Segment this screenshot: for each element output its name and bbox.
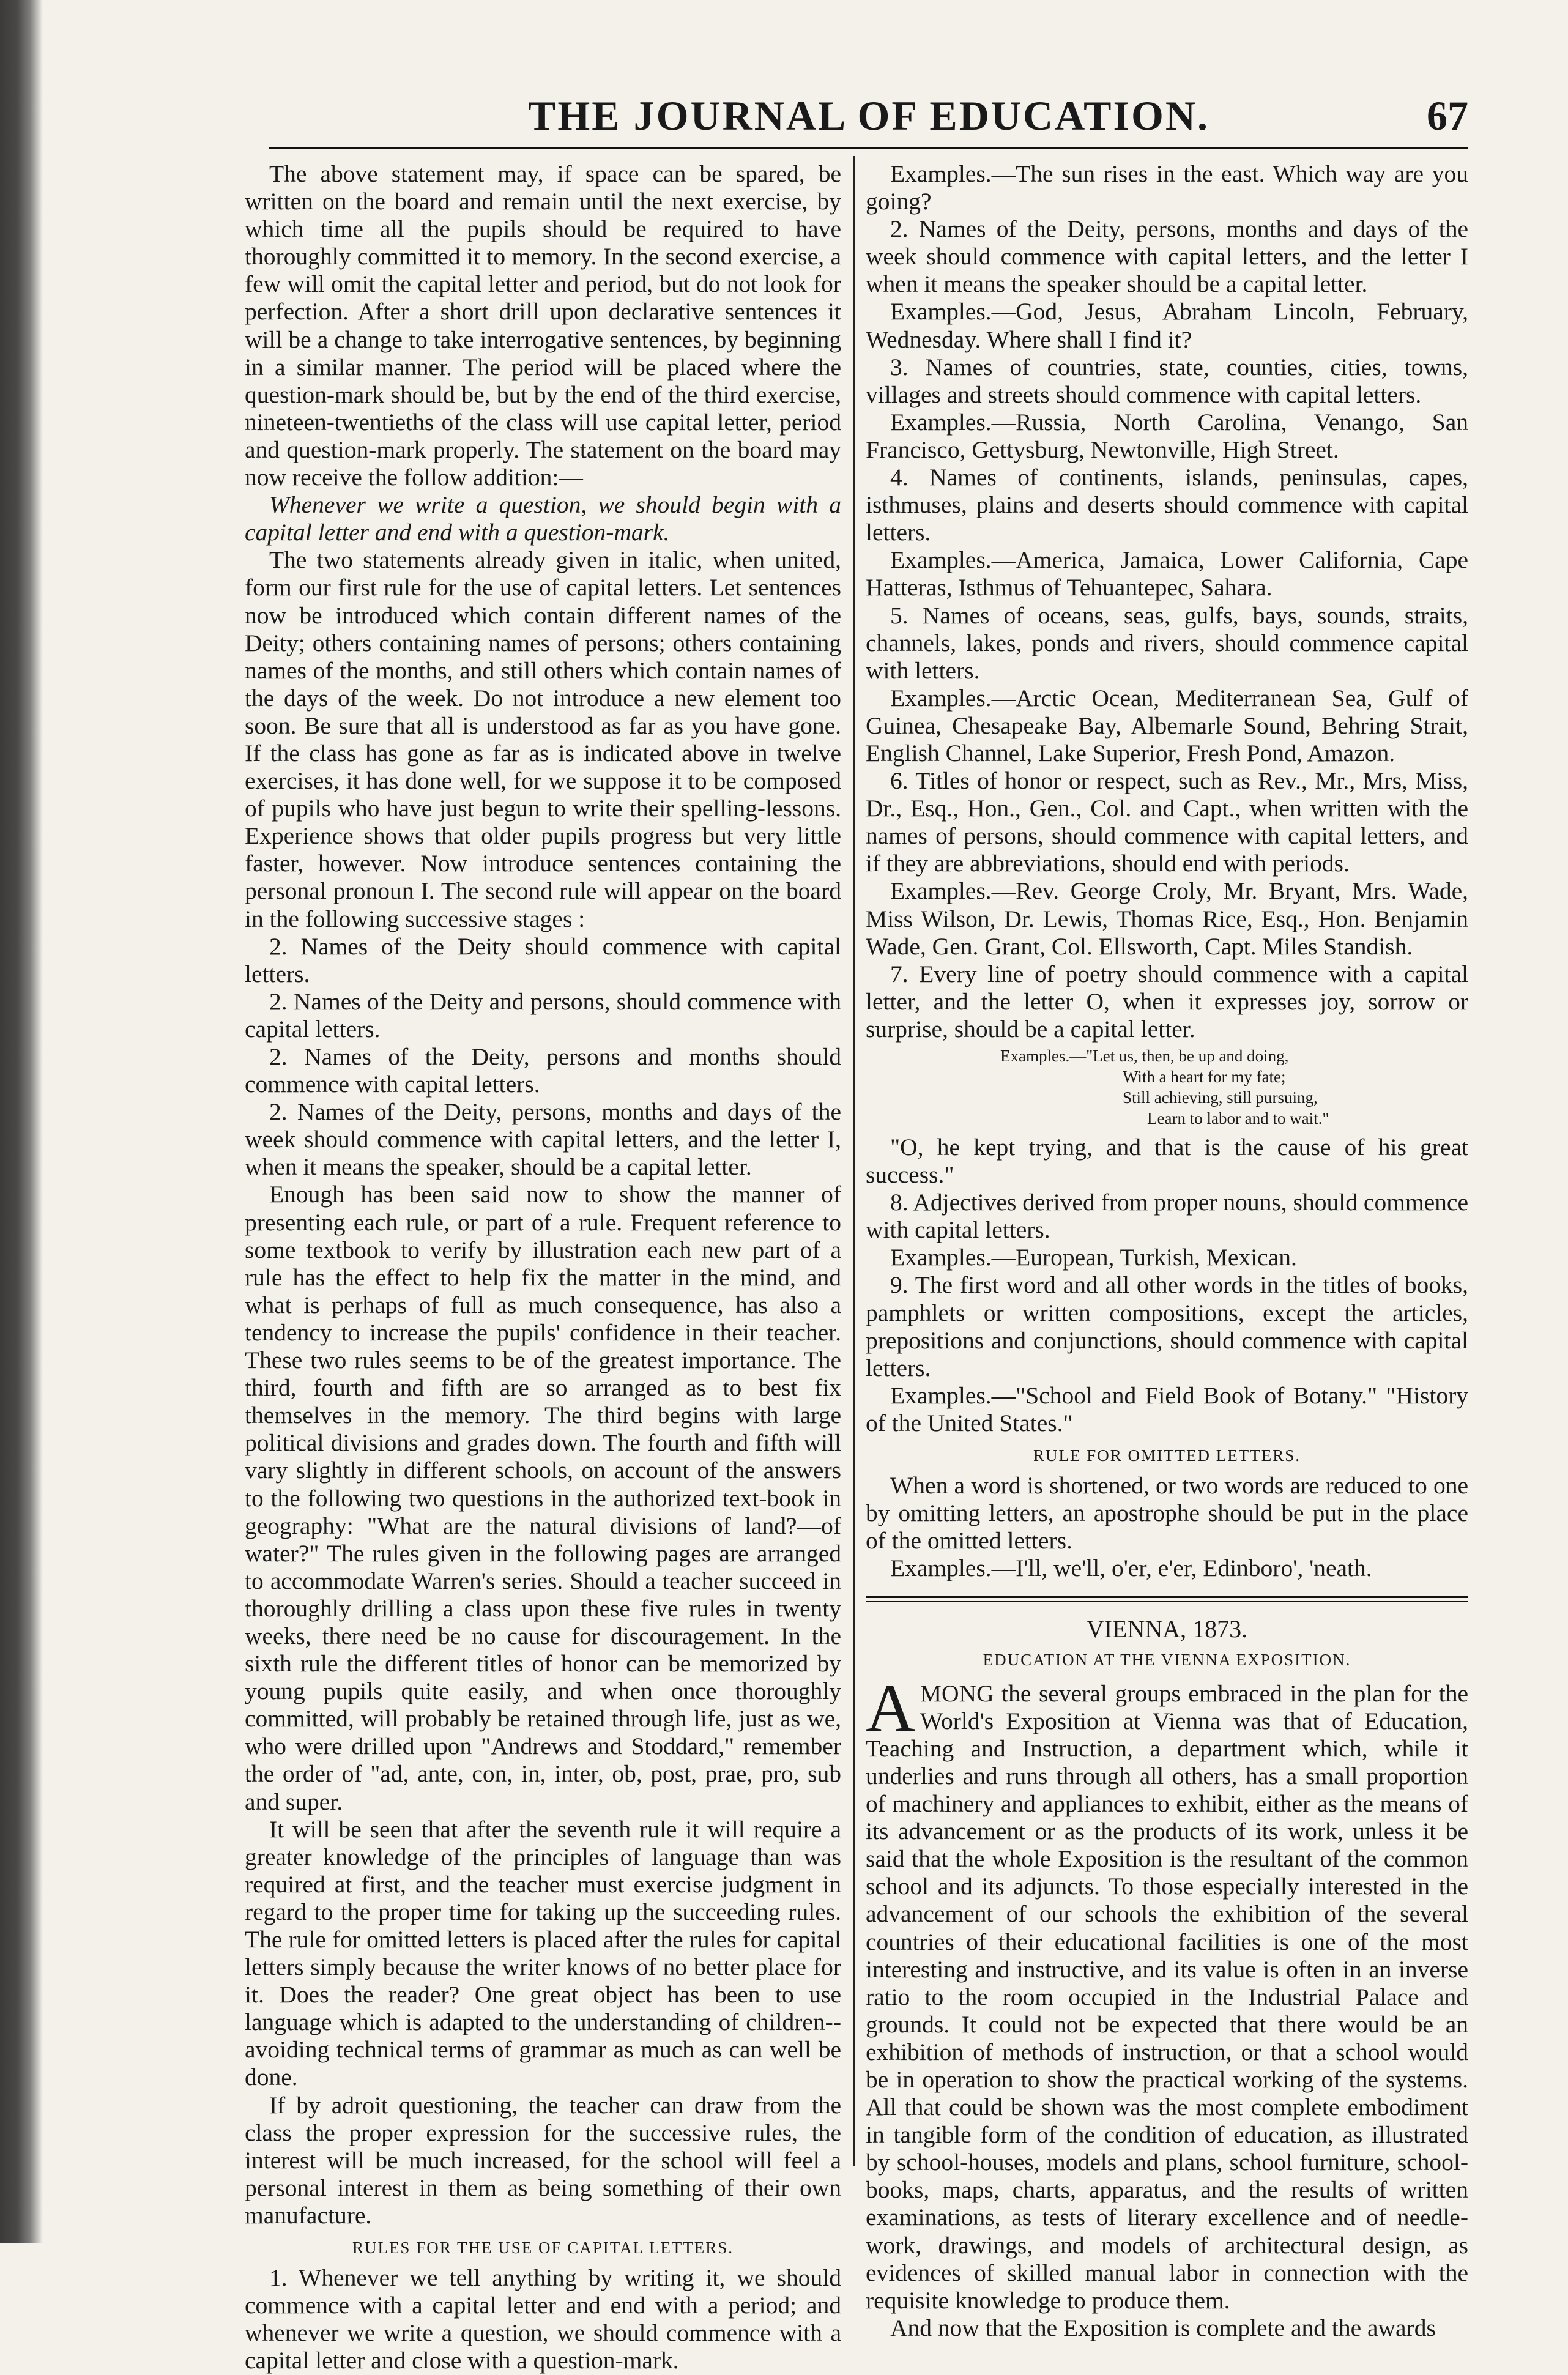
paragraph: 5. Names of oceans, seas, gulfs, bays, sounds, straits, channels, lakes, ponds and rivers, should commence capital with letters.	[866, 601, 1468, 684]
capital-letter-rules	[866, 160, 1468, 1583]
paragraph: 1. Whenever we tell anything by writing it, we should commence with a capital letter and end with a period; and whenever we write a question, we should commence with a capital letter and close with a question-mark.	[245, 2264, 841, 2374]
page-header	[269, 92, 1468, 153]
paragraph: Examples.—God, Jesus, Abraham Lincoln, February, Wednesday. Where shall I find it?	[866, 298, 1468, 353]
paragraph: Examples.—Russia, North Carolina, Venango, San Francisco, Gettysburg, Newtonville, High Street.	[866, 408, 1468, 463]
paragraph: 8. Adjectives derived from proper nouns, should commence with capital letters.	[866, 1189, 1468, 1244]
paragraph: Examples.—European, Turkish, Mexican.	[890, 1244, 1297, 1271]
paragraph: When a word is shortened, or two words are reduced to one by omitting letters, an apostrophe should be put in the place of the omitted letters.	[866, 1472, 1468, 1555]
page-number: 67	[1427, 92, 1468, 139]
paragraph: 2. Names of the Deity should commence with capital letters.	[245, 932, 841, 987]
drop-cap: A	[866, 1670, 915, 1746]
section-rule	[866, 1596, 1468, 1602]
right-column	[866, 160, 1468, 2342]
article-body-text: MONG the several groups embraced in the plan for the World's Exposition at Vienna was that of Education, Teaching and Instruction, a department which, while it underlies and runs through all others, has a small proportion of machinery and appliances to exhibit, either as the means of its advancement or as the products of its work, unless it be said that the whole Exposition is the resultant of the common school and its adjuncts. To those especially interested in the advancement of our schools the exhibition of the several countries of their educational facilities is one of the most interesting and instructive, and its value is often in an inverse ratio to the room occupied in the Industrial Palace and grounds. It could not be expected that there would be an exhibition of methods of instruction, or that a school would be in operation to show the practical working of the systems. All that could be shown was the most complete embodiment in tangible form of the condition of education, as illustrated by school-houses, models and plans, school furniture, school-books, maps, charts, apparatus, and the results of written examinations, as tests of literary excellence and of needle-work, drawings, and models of architectural design, as evidences of skilled manual labor in connection with the requisite knowledge to produce them.	[866, 1679, 1468, 2314]
journal-title: THE JOURNAL OF EDUCATION.	[528, 92, 1209, 139]
rule-heading: RULES FOR THE USE OF CAPITAL LETTERS.	[352, 2239, 734, 2258]
rule-heading: RULE FOR OMITTED LETTERS.	[1033, 1446, 1301, 1465]
paragraph: Enough has been said now to show the manner of presenting each rule, or part of a rule. Frequent reference to some textbook to verify by illustration each new part of a rule has the effect to help fix the matter in the mind, and what is perhaps of full as much consequence, has also a tendency to increase the pupils' confidence in their teacher. These two rules seems to be of the greatest importance. The third, fourth and fifth are so arranged as to best fix themselves in the memory. The third begins with large political divisions and grades down. The fourth and fifth will vary slightly in different schools, on account of the answers to the following two questions in the authorized text-book in geography: "What are the natural divisions of land?—of water?" The rules given in the following pages are arranged to accommodate Warren's series. Should a teacher succeed in thoroughly drilling a class upon these five rules in twenty weeks, there need be no cause for discouragement. In the sixth rule the different titles of honor can be memorized by young pupils quite easily, and when once thoroughly committed, will probably be retained through life, just as we, who were drilled upon "Andrews and Stoddard," remember the order of "ad, ante, con, in, inter, ob, post, prae, pro, sub and super.	[245, 1181, 841, 1815]
paragraph: 2. Names of the Deity, persons, months and days of the week should commence with capital letters, and the letter I when it means the speaker should be a capital letter.	[866, 215, 1468, 298]
paragraph: Examples.—Arctic Ocean, Mediterranean Sea, Gulf of Guinea, Chesapeake Bay, Albemarle Sound, Behring Strait, English Channel, Lake Superior, Fresh Pond, Amazon.	[866, 684, 1468, 767]
paragraph: Examples.—America, Jamaica, Lower California, Cape Hatteras, Isthmus of Tehuantepec, Sahara.	[866, 546, 1468, 601]
paragraph: 2. Names of the Deity, persons and months should commence with capital letters.	[245, 1043, 841, 1098]
paragraph: Examples.—I'll, we'll, o'er, e'er, Edinboro', 'neath.	[890, 1555, 1372, 1582]
column-divider	[853, 156, 855, 2166]
paragraph: The above statement may, if space can be spared, be written on the board and remain until the next exercise, by which time all the pupils should be required to have thoroughly committed it to memory. In the second exercise, a few will omit the capital letter and period, but do not look for perfection. After a short drill upon declarative sentences it will be a change to take interrogative sentences, by beginning in a similar manner. The period will be placed where the question-mark should be, but by the end of the third exercise, nineteen-twentieths of the class will use capital letter, period and question-mark properly. The statement on the board may now receive the follow addition:—	[245, 160, 841, 491]
paragraph: Examples.—"School and Field Book of Botany." "History of the United States."	[866, 1381, 1468, 1437]
poem-line: Still achieving, still pursuing,	[1123, 1088, 1318, 1107]
article-body	[866, 1670, 1468, 2314]
paragraph: 9. The first word and all other words in the titles of books, pamphlets or written compositions, except the articles, prepositions and conjunctions, should commence with capital letters.	[866, 1271, 1468, 1381]
article-subtitle: EDUCATION AT THE VIENNA EXPOSITION.	[983, 1650, 1351, 1669]
scanned-page-edge	[0, 0, 43, 2243]
poem-line: Learn to labor and to wait."	[1147, 1109, 1329, 1128]
paragraph: The two statements already given in italic, when united, form our first rule for the use of capital letters. Let sentences now be introduced which contain different names of the Deity; others containing names of persons; others containing names of the months, and still others which contain names of the days of the week. Do not introduce a new element too soon. Be sure that all is understood as far as you have gone. If the class has gone as far as is indicated above in twelve exercises, it has done well, for we suppose it to be composed of pupils who have just begun to write their spelling-lessons. Experience shows that older pupils progress but very little faster, however. Now introduce sentences containing the personal pronoun I. The second rule will appear on the board in the following successive stages :	[245, 546, 841, 932]
poem-line: With a heart for my fate;	[1123, 1068, 1286, 1086]
header-rule	[269, 147, 1468, 152]
paragraph: It will be seen that after the seventh rule it will require a greater knowledge of the principles of language than was required at first, and the teacher must exercise judgment in regard to the proper time for taking up the succeeding rules. The rule for omitted letters is placed after the rules for capital letters simply because the writer knows of no better place for it. Does the reader? One great object has been to use language which is adapted to the understanding of children--avoiding technical terms of grammar as much as can well be done.	[245, 1815, 841, 2091]
paragraph: "O, he kept trying, and that is the cause of his great success."	[866, 1134, 1468, 1189]
paragraph: 2. Names of the Deity, persons, months and days of the week should commence with capital letters, and the letter I, when it means the speaker, should be a capital letter.	[245, 1098, 841, 1181]
poem-line: Examples.—"Let us, then, be up and doing,	[1000, 1047, 1289, 1065]
paragraph: 4. Names of continents, islands, peninsulas, capes, isthmuses, plains and deserts should commence with capital letters.	[866, 464, 1468, 546]
paragraph: Whenever we write a question, we should begin with a capital letter and end with a question-mark.	[245, 491, 841, 546]
paragraph: 7. Every line of poetry should commence with a capital letter, and the letter O, when it expresses joy, sorrow or surprise, should be a capital letter.	[866, 960, 1468, 1043]
paragraph: 2. Names of the Deity and persons, should commence with capital letters.	[245, 987, 841, 1043]
article-title: VIENNA, 1873.	[1086, 1615, 1248, 1643]
paragraph: 3. Names of countries, state, counties, cities, towns, villages and streets should commence with capital letters.	[866, 353, 1468, 408]
vienna-article	[866, 1615, 1468, 2342]
paragraph: If by adroit questioning, the teacher can draw from the class the proper expression for the successive rules, the interest will be much increased, for the school will feel a personal interest in them as being something of their own manufacture.	[245, 2091, 841, 2229]
paragraph: 6. Titles of honor or respect, such as Rev., Mr., Mrs, Miss, Dr., Esq., Hon., Gen., Col. and Capt., when written with the names of persons, should commence with capital letters, and if they are abbreviations, should end with periods.	[866, 767, 1468, 877]
paragraph: Examples.—Rev. George Croly, Mr. Bryant, Mrs. Wade, Miss Wilson, Dr. Lewis, Thomas Rice, Esq., Hon. Benjamin Wade, Gen. Grant, Col. Ellsworth, Capt. Miles Standish.	[866, 877, 1468, 960]
left-column	[245, 160, 841, 2375]
article-last-line: And now that the Exposition is complete and the awards	[890, 2314, 1436, 2341]
paragraph: Examples.—The sun rises in the east. Which way are you going?	[866, 160, 1468, 215]
poem-example	[866, 1046, 1468, 1129]
